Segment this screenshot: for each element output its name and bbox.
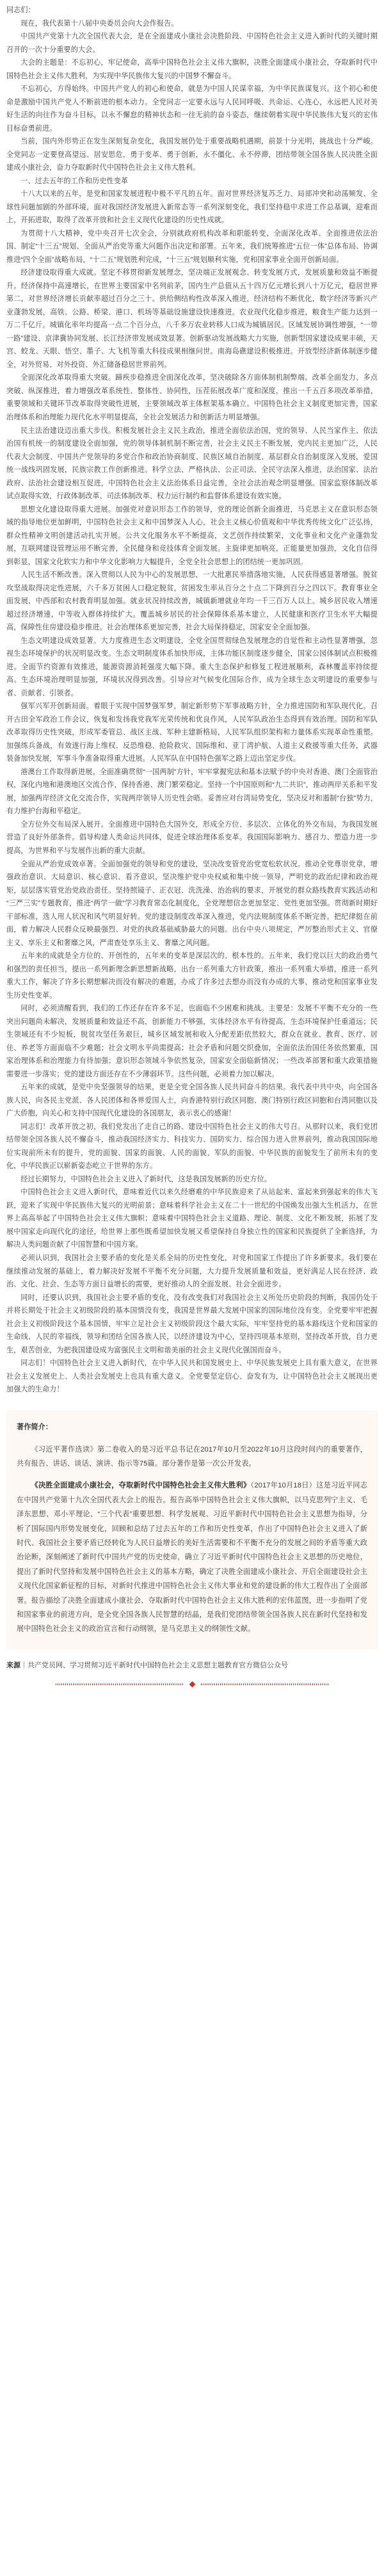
work-entry-title: 《决胜全面建成小康社会，夺取新时代中国特色社会主义伟大胜利》 <box>31 1482 251 1490</box>
paragraph: 思想文化建设取得重大进展。加强党对意识形态工作的领导，党的理论创新全面推进，马克思主义在意识形态领域的指导地位更加鲜明，中国特色社会主义和中国梦深入人心，社会主义核心价值观和中华优秀传统文化广泛弘扬，群众性精神文明创建活动扎实开展。公共文化服务水平不断提高，文艺创作持续繁荣，文化事业和文化产业蓬勃发展，互联网建设管理运用不断完善，全民健身和竞技体育全面发展。主旋律更加响亮，正能量更加强劲，文化自信得到彰显，国家文化软实力和中华文化影响力大幅提升，全党全社会思想上的团结统一更加巩固。 <box>6 505 378 566</box>
divider-dotted-line-right <box>201 1683 329 1685</box>
paragraph: 当前，国内外形势正在发生深刻复杂变化，我国发展仍处于重要战略机遇期，前景十分光明，挑战也十分严峻。全党同志一定要登高望远、居安思危，勇于变革、勇于创新，永不僵化、永不停滞，团结带领全国各族人民决胜全面建成小康社会，奋力夺取新时代中国特色社会主义伟大胜利。 <box>6 138 378 172</box>
paragraph: 生态文明建设成效显著。大力度推进生态文明建设，全党全国贯彻绿色发展理念的自觉性和主动性显著增强，忽视生态环境保护的状况明显改变。生态文明制度体系加快形成，主体功能区制度逐步健全，国家公园体制试点积极推进。全面节约资源有效推进，能源资源消耗强度大幅下降。重大生态保护和修复工程进展顺利，森林覆盖率持续提高。生态环境治理明显加强，环境状况得到改善。引导应对气候变化国际合作，成为全球生态文明建设的重要参与者、贡献者、引领者。 <box>6 636 378 697</box>
paragraph: 中国特色社会主义进入新时代，意味着近代以来久经磨难的中华民族迎来了从站起来、富起来到强起来的伟大飞跃，迎来了实现中华民族伟大复兴的光明前景；意味着科学社会主义在二十一世纪的中国焕发出强大生机活力，在世界上高高举起了中国特色社会主义伟大旗帜；意味着中国特色社会主义道路、理论、制度、文化不断发展，拓展了发展中国家走向现代化的途径，给世界上那些既希望加快发展又希望保持自身独立性的国家和民族提供了全新选择，为解决人类问题贡献了中国智慧和中国方案。 <box>6 1188 378 1249</box>
paragraph: 全方位外交布局深入展开。全面推进中国特色大国外交，形成全方位、多层次、立体化的外交布局，为我国发展营造了良好外部条件。倡导构建人类命运共同体，促进全球治理体系变革。我国国际影响力、感召力、塑造力进一步提高，为世界和平与发展作出新的重大贡献。 <box>6 820 378 855</box>
paragraph: 中国共产党第十九次全国代表大会，是在全面建成小康社会决胜阶段、中国特色社会主义进入新时代的关键时期召开的一次十分重要的大会。 <box>6 33 378 54</box>
work-introduction-summary: 《习近平著作选读》第二卷收入的是习近平总书记在2017年10月至2022年10月这段时间内的重要著作，共有报告、讲话、谈话、演讲、指示等75篇。部分著作是第一次公开发表。 <box>17 1445 367 1468</box>
source-label: 来源 <box>6 1661 20 1669</box>
paragraph: 五年来的成就是全方位的、开创性的，五年来的变革是深层次的、根本性的。五年来，我们党以巨大的政治勇气和强烈的责任担当，提出一系列新理念新思想新战略，出台一系列重大方针政策，推出一系列重大举措，推进一系列重大工作，解决了许多长期想解决而没有解决的难题，办成了许多过去想办而没有办成的大事，推动党和国家事业发生历史性变革。 <box>6 952 378 1000</box>
divider-dotted-line-left <box>56 1683 184 1685</box>
diamond-icon <box>189 1681 195 1687</box>
work-entry <box>17 1478 367 1636</box>
article-footer <box>0 1649 384 1699</box>
salutation: 同志们： <box>6 6 35 14</box>
paragraph: 必须认识到，我国社会主要矛盾的变化是关系全局的历史性变化，对党和国家工作提出了许多新要求。我们要在继续推动发展的基础上，着力解决好发展不平衡不充分问题，大力提升发展质量和效益，更好满足人民在经济、政治、文化、社会、生态等方面日益增长的需要，更好推动人的全面发展、社会全面进步。 <box>6 1254 378 1289</box>
source-text: 共产党员网、学习贯彻习近平新时代中国特色社会主义思想主题教育官方微信公众号 <box>28 1661 288 1669</box>
paragraph: 同时，必须清醒看到，我们的工作还存在许多不足，也面临不少困难和挑战。主要是：发展不平衡不充分的一些突出问题尚未解决，发展质量和效益还不高，创新能力不够强，实体经济水平有待提高，生态环境保护任重道远；民生领域还有不少短板，脱贫攻坚任务艰巨，城乡区域发展和收入分配差距依然较大，群众在就业、教育、医疗、居住、养老等方面面临不少难题；社会文明水平尚需提高；社会矛盾和问题交织叠加，全面依法治国任务依然繁重，国家治理体系和治理能力有待加强；意识形态领域斗争依然复杂，国家安全面临新情况；一些改革部署和重大政策措施需要进一步落实；党的建设方面还存在不少薄弱环节。这些问题，必须着力加以解决。 <box>6 1005 378 1078</box>
paragraph: 同时，还要认识到，我国社会主要矛盾的变化，没有改变我们对我国社会主义所处历史阶段的判断，我国仍处于并将长期处于社会主义初级阶段的基本国情没有变，我国是世界最大发展中国家的国际地位没有变。全党要牢牢把握社会主义初级阶段这个基本国情，牢牢立足社会主义初级阶段这个最大实际，牢牢坚持党的基本路线这个党和国家的生命线、人民的幸福线，领导和团结全国各族人民，以经济建设为中心，坚持四项基本原则，坚持改革开放，自力更生，艰苦创业，为把我国建设成为富强民主文明和谐美丽的社会主义现代化强国而奋斗。 <box>6 1293 378 1354</box>
paragraph: 为贯彻十八大精神，党中央召开七次全会，分别就政府机构改革和职能转变、全面深化改革、全面推进依法治国、制定“十三五”规划、全面从严治党等重大问题作出决定和部署。五年来，我们统筹推进“五位一体”总体布局、协调推进“四个全面”战略布局，“十二五”规划胜利完成，“十三五”规划顺利实施，党和国家事业全面开创新局面。 <box>6 229 378 264</box>
work-introduction-title: 著作简介： <box>17 1423 52 1431</box>
paragraph: 港澳台工作取得新进展。全面准确贯彻“一国两制”方针，牢牢掌握宪法和基本法赋予的中央对香港、澳门全面管治权，深化内地和港澳地区交流合作，保持香港、澳门繁荣稳定。坚持一个中国原则和“九二共识”，推动两岸关系和平发展，加强两岸经济文化交流合作，实现两岸领导人历史性会晤。妥善应对台湾局势变化，坚决反对和遏制“台独”势力，有力维护台海和平稳定。 <box>6 768 378 816</box>
paragraph: 人民生活不断改善。深入贯彻以人民为中心的发展思想，一大批惠民举措落地实施，人民获得感显著增强。脱贫攻坚战取得决定性进展，六千多万贫困人口稳定脱贫，贫困发生率从百分之十点二下降到百分之四以下。教育事业全面发展，中西部和农村教育明显加强。就业状况持续改善，城镇新增就业年均一千三百万人以上。城乡居民收入增速超过经济增速，中等收入群体持续扩大。覆盖城乡居民的社会保障体系基本建立，人民健康和医疗卫生水平大幅提高，保障性住房建设稳步推进。社会治理体系更加完善，社会大局保持稳定，国家安全全面加强。 <box>6 571 378 632</box>
work-introduction-panel <box>6 1411 378 1649</box>
paragraph: 同志们！改革开放之初，我们党发出了走自己的路、建设中国特色社会主义的伟大号召。从那时以来，我们党团结带领全国各族人民不懈奋斗，推动我国经济实力、科技实力、国防实力、综合国力进入世界前列，推动我国国际地位实现前所未有的提升，党的面貌、国家的面貌、人民的面貌、军队的面貌、中华民族的面貌发生了前所未有的变化，中华民族正以崭新姿态屹立于世界的东方。 <box>6 1122 378 1171</box>
paragraph: 强军兴军开创新局面。着眼于实现中国梦强军梦，制定新形势下军事战略方针，全力推进国防和军队现代化。召开古田全军政治工作会议，恢复和发扬我党我军光荣传统和优良作风，人民军队政治生态得到有效治理。国防和军队改革取得历史性突破，形成军委管总、战区主战、军种主建新格局，人民军队组织架构和力量体系实现革命性重塑。加强练兵备战，有效遂行海上维权、反恐维稳、抢险救灾、国际维和、亚丁湾护航、人道主义救援等重大任务，武器装备加快发展，军事斗争准备取得重大进展。人民军队在中国特色强军之路上迈出坚定步伐。 <box>6 702 378 763</box>
source-line <box>6 1660 378 1672</box>
paragraph: 全面从严治党成效卓著。全面加强党的领导和党的建设，坚决改变管党治党宽松软状况。推动全党尊崇党章，增强政治意识、大局意识、核心意识、看齐意识，坚决维护党中央权威和集中统一领导，严明党的政治纪律和政治规矩，层层落实管党治党政治责任。坚持照镜子、正衣冠、洗洗澡、治治病的要求，开展党的群众路线教育实践活动和“三严三实”专题教育，推进“两学一做”学习教育常态化制度化，全党理想信念更加坚定、党性更加坚强。贯彻新时期好干部标准，选人用人状况和风气明显好转。党的建设制度改革深入推进，党内法规制度体系不断完善。把纪律挺在前面，着力解决人民群众反映最强烈、对党的执政基础威胁最大的问题。出台中央八项规定，严厉整治形式主义、官僚主义、享乐主义和奢靡之风，严肃查处享乐主义、奢靡之风问题。 <box>6 860 378 947</box>
paragraph: 经过长期努力，中国特色社会主义进入了新时代，这是我国发展新的历史方位。 <box>20 1175 271 1183</box>
paragraph: 大会的主题是：不忘初心，牢记使命，高举中国特色社会主义伟大旗帜，决胜全面建成小康社会，夺取新时代中国特色社会主义伟大胜利，为实现中华民族伟大复兴的中国梦不懈奋斗。 <box>6 59 378 80</box>
paragraph: 五年来的成就，是党中央坚强领导的结果，更是全党全国各族人民共同奋斗的结果。我代表中共中央，向全国各族人民，向各民主党派、各人民团体和各界爱国人士，向香港特别行政区同胞、澳门特别行政区同胞和台湾同胞以及广大侨胞，向关心和支持中国现代化建设的各国朋友，表示衷心的感谢！ <box>6 1083 378 1118</box>
paragraph: 全面深化改革取得重大突破。蹄疾步稳推进全面深化改革，坚决破除各方面体制机制弊端。改革全面发力、多点突破、纵深推进，着力增强改革系统性、整体性、协同性，压茬拓展改革广度和深度，推出一千五百多项改革举措，重要领域和关键环节改革取得突破性进展，主要领域改革主体框架基本确立。中国特色社会主义制度更加完善，国家治理体系和治理能力现代化水平明显提高，全社会发展活力和创新活力明显增强。 <box>6 374 378 421</box>
paragraph: 同志们！中国特色社会主义进入新时代，在中华人民共和国发展史上、中华民族发展史上具有重大意义，在世界社会主义发展史上、人类社会发展史上也具有重大意义。全党要坚定信心、奋发有为，让中国特色社会主义展现出更加强大的生命力！ <box>6 1359 378 1394</box>
paragraph: 经济建设取得重大成就。坚定不移贯彻新发展理念，坚决端正发展观念、转变发展方式，发展质量和效益不断提升。经济保持中高速增长，在世界主要国家中名列前茅，国内生产总值从五十四万亿元增长到八十万亿元，稳居世界第二，对世界经济增长贡献率超过百分之三十。供给侧结构性改革深入推进，经济结构不断优化，数字经济等新兴产业蓬勃发展，高铁、公路、桥梁、港口、机场等基础设施建设快速推进。农业现代化稳步推进，粮食生产能力达到一万二千亿斤。城镇化率年均提高一点二个百分点，八千多万农业转移人口成为城镇居民。区域发展协调性增强，“一带一路”建设、京津冀协同发展、长江经济带发展成效显著。创新驱动发展战略大力实施，创新型国家建设成果丰硕，天宫、蛟龙、天眼、悟空、墨子、大飞机等重大科技成果相继问世。南海岛礁建设积极推进。开放型经济新体制逐步健全，对外贸易、对外投资、外汇储备稳居世界前列。 <box>6 269 378 369</box>
paragraph: 民主法治建设迈出重大步伐。积极发展社会主义民主政治，推进全面依法治国，党的领导、人民当家作主、依法治国有机统一的制度建设全面加强，党的领导体制机制不断完善，社会主义民主不断发展，党内民主更加广泛，人民代表大会制度、中国共产党领导的多党合作和政治协商制度、民族区域自治制度、基层群众自治制度深入发展，爱国统一战线巩固发展，民族宗教工作创新推进。科学立法、严格执法、公正司法、全民守法深入推进，法治国家、法治政府、法治社会建设相互促进，中国特色社会主义法治体系日益完善，全社会法治观念明显增强。国家监察体制改革试点取得实效，行政体制改革、司法体制改革、权力运行制约和监督体系建设有效实施。 <box>6 426 378 501</box>
source-separator: ｜ <box>20 1661 28 1669</box>
work-entry-body: （2017年10月18日）这是习近平同志在中国共产党第十九次全国代表大会上的报告。报告高举中国特色社会主义伟大旗帜，以马克思列宁主义、毛泽东思想、邓小平理论、“三个代表”重要思想、科学发展观、习近平新时代中国特色社会主义思想为指导，分析了国际国内形势发展变化，回顾和总结了过去五年的工作和历史性变革，作出了中国特色社会主义进入了新时代、我国社会主要矛盾已经转化为人民日益增长的美好生活需要和不平衡不充分的发展之间的矛盾等重大政治论断，深刻阐述了新时代中国共产党的历史使命，确立了习近平新时代中国特色社会主义思想的历史地位，提出了新时代坚持和发展中国特色社会主义的基本方略，确定了决胜全面建成小康社会、开启全面建设社会主义现代化国家新征程的目标，对新时代推进中国特色社会主义伟大事业和党的建设新的伟大工程作出了全面部署。报告描绘了决胜全面建成小康社会、夺取新时代中国特色社会主义伟大胜利的宏伟蓝图，进一步指明了党和国家事业的前进方向，是全党全国各族人民智慧的结晶，是我们党团结带领全国各族人民在新时代坚持和发展中国特色社会主义的政治宣言和行动纲领，是马克思主义的纲领性文献。 <box>17 1482 367 1633</box>
section-heading-one: 一、过去五年的工作和历史性变革 <box>20 177 129 185</box>
paragraph: 现在，我代表第十八届中央委员会向大会作报告。 <box>20 19 179 28</box>
paragraph: 不忘初心，方得始终。中国共产党人的初心和使命，就是为中国人民谋幸福，为中华民族谋复兴。这个初心和使命是激励中国共产党人不断前进的根本动力。全党同志一定要永远与人民同呼吸、共命运、心连心，永远把人民对美好生活的向往作为奋斗目标，以永不懈怠的精神状态和一往无前的奋斗姿态，继续朝着实现中华民族伟大复兴的宏伟目标奋勇前进。 <box>6 85 378 133</box>
decorative-divider <box>6 1682 378 1696</box>
paragraph: 十八大以来的五年，是党和国家发展进程中极不平凡的五年。面对世界经济复苏乏力、局部冲突和动荡频发、全球性问题加剧的外部环境，面对我国经济发展进入新常态等一系列深刻变化，我们坚持稳中求进工作总基调，迎难而上，开拓进取，取得了改革开放和社会主义现代化建设的历史性成就。 <box>6 190 378 225</box>
